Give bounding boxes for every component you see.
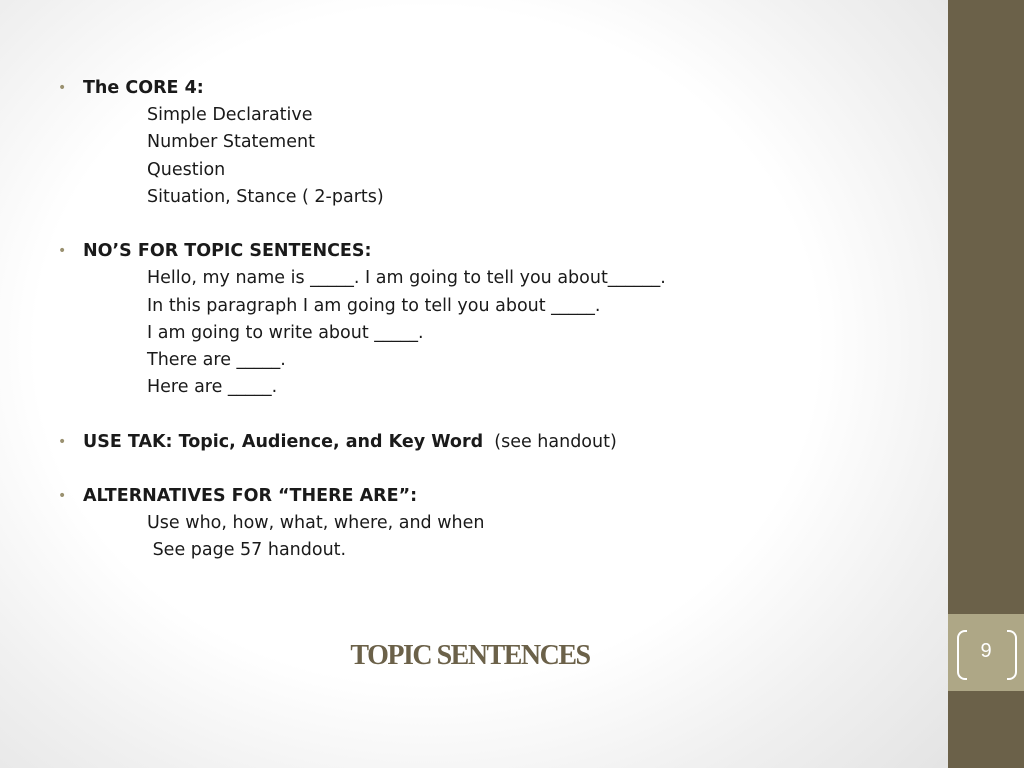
bullet-suffix: (see handout) [483, 431, 617, 452]
list-item: I am going to write about _____. [147, 322, 424, 343]
bullet-icon: • [58, 433, 67, 450]
bullet-heading: The CORE 4: [83, 78, 204, 98]
slide-title: TOPIC SENTENCES [350, 640, 590, 671]
list-item: Simple Declarative [147, 105, 313, 126]
bullet-alternatives [58, 483, 918, 510]
list-item: In this paragraph I am going to tell you about _____. [147, 295, 601, 316]
bullet-core-4 [58, 75, 918, 102]
bullet-use-tak [58, 429, 918, 456]
slide-body [58, 75, 918, 565]
bullet-icon: • [58, 80, 67, 96]
list-item: Use who, how, what, where, and when [147, 513, 485, 534]
list-item: There are _____. [147, 350, 286, 371]
list-item: See page 57 handout. [147, 540, 347, 561]
bullet-icon: • [58, 488, 67, 504]
list-item: Hello, my name is _____. I am going to tell you about______. [147, 268, 666, 289]
list-item: Situation, Stance ( 2-parts) [147, 186, 384, 207]
bullet-icon: • [58, 243, 67, 260]
bullet-heading: NO’S FOR TOPIC SENTENCES: [83, 241, 372, 262]
list-item: Here are _____. [147, 377, 278, 398]
bullet-heading: ALTERNATIVES FOR “THERE ARE”: [83, 486, 418, 506]
bullet-heading: USE TAK: Topic, Audience, and Key Word [83, 431, 484, 452]
list-item: Question [147, 159, 226, 180]
page-number: 9 [980, 640, 992, 662]
list-item: Number Statement [147, 132, 315, 153]
bullet-nos [58, 238, 918, 265]
